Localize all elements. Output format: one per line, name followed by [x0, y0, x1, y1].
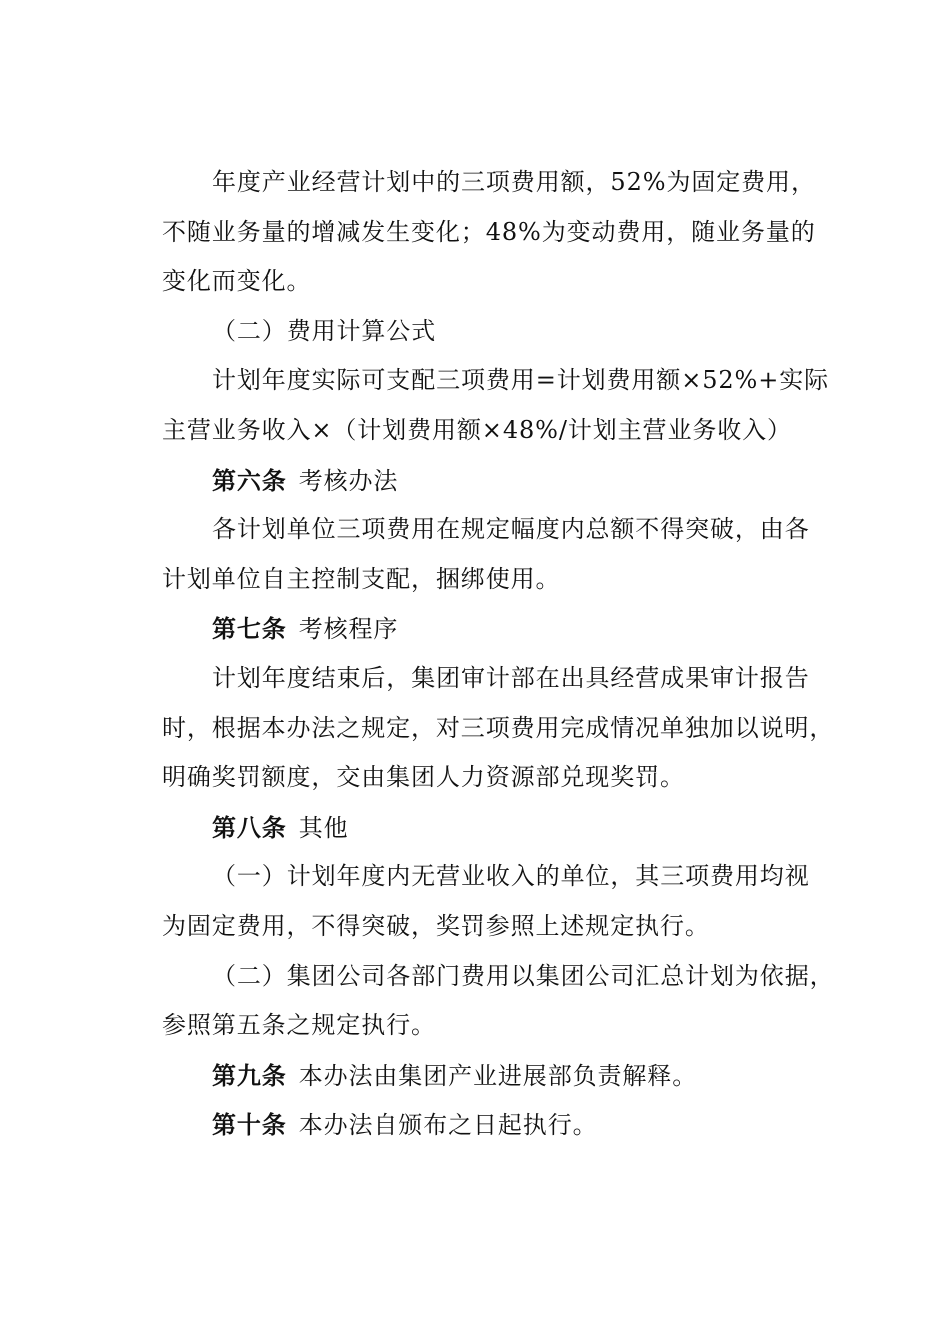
article-heading-9: [162, 1051, 838, 1101]
paragraph-line: 计划年度结束后，集团审计部在出具经营成果审计报告: [212, 663, 810, 692]
article-title: 考核程序: [298, 615, 399, 644]
article-title: 其他: [298, 813, 349, 842]
article-label: 第八条: [212, 812, 287, 842]
article-heading-7: [162, 604, 838, 654]
formula-line: 主营业务收入×（计划费用额×48%/计划主营业务收入）: [162, 415, 792, 444]
paragraph-line: 计划单位自主控制支配，捆绑使用。: [162, 564, 561, 593]
article-label: 第九条: [212, 1060, 287, 1090]
article-text: 本办法由集团产业进展部负责解释。: [298, 1061, 698, 1090]
article-title: 考核办法: [298, 466, 399, 495]
paragraph-line: 各计划单位三项费用在规定幅度内总额不得突破，由各: [212, 515, 810, 544]
article-label: 第七条: [212, 614, 287, 644]
article-label: 第六条: [212, 465, 287, 495]
article-heading-6: [162, 456, 838, 506]
paragraph-line: 明确奖罚额度，交由集团人力资源部兑现奖罚。: [162, 763, 685, 792]
paragraph-line: 参照第五条之规定执行。: [162, 1011, 436, 1040]
paragraph-line: 变化而变化。: [162, 267, 312, 296]
paragraph-line: （一）计划年度内无营业收入的单位，其三项费用均视: [212, 862, 810, 891]
formula-line: 计划年度实际可支配三项费用=计划费用额×52%+实际: [212, 366, 830, 395]
article-heading-8: [162, 803, 838, 853]
paragraph-line: 年度产业经营计划中的三项费用额，52%为固定费用，: [212, 168, 816, 196]
article-text: 本办法自颁布之日起执行。: [298, 1111, 598, 1140]
document-body: [162, 158, 838, 1150]
article-label: 第十条: [212, 1110, 287, 1140]
paragraph-line: 时，根据本办法之规定，对三项费用完成情况单独加以说明，: [162, 713, 835, 742]
paragraph-line: 为固定费用，不得突破，奖罚参照上述规定执行。: [162, 911, 710, 940]
section-heading: （二）费用计算公式: [212, 316, 437, 345]
paragraph-line: （二）集团公司各部门费用以集团公司汇总计划为依据，: [212, 961, 835, 990]
paragraph-line: 不随业务量的增减发生变化；48%为变动费用，随业务量的: [162, 217, 816, 246]
article-heading-10: [162, 1100, 838, 1150]
